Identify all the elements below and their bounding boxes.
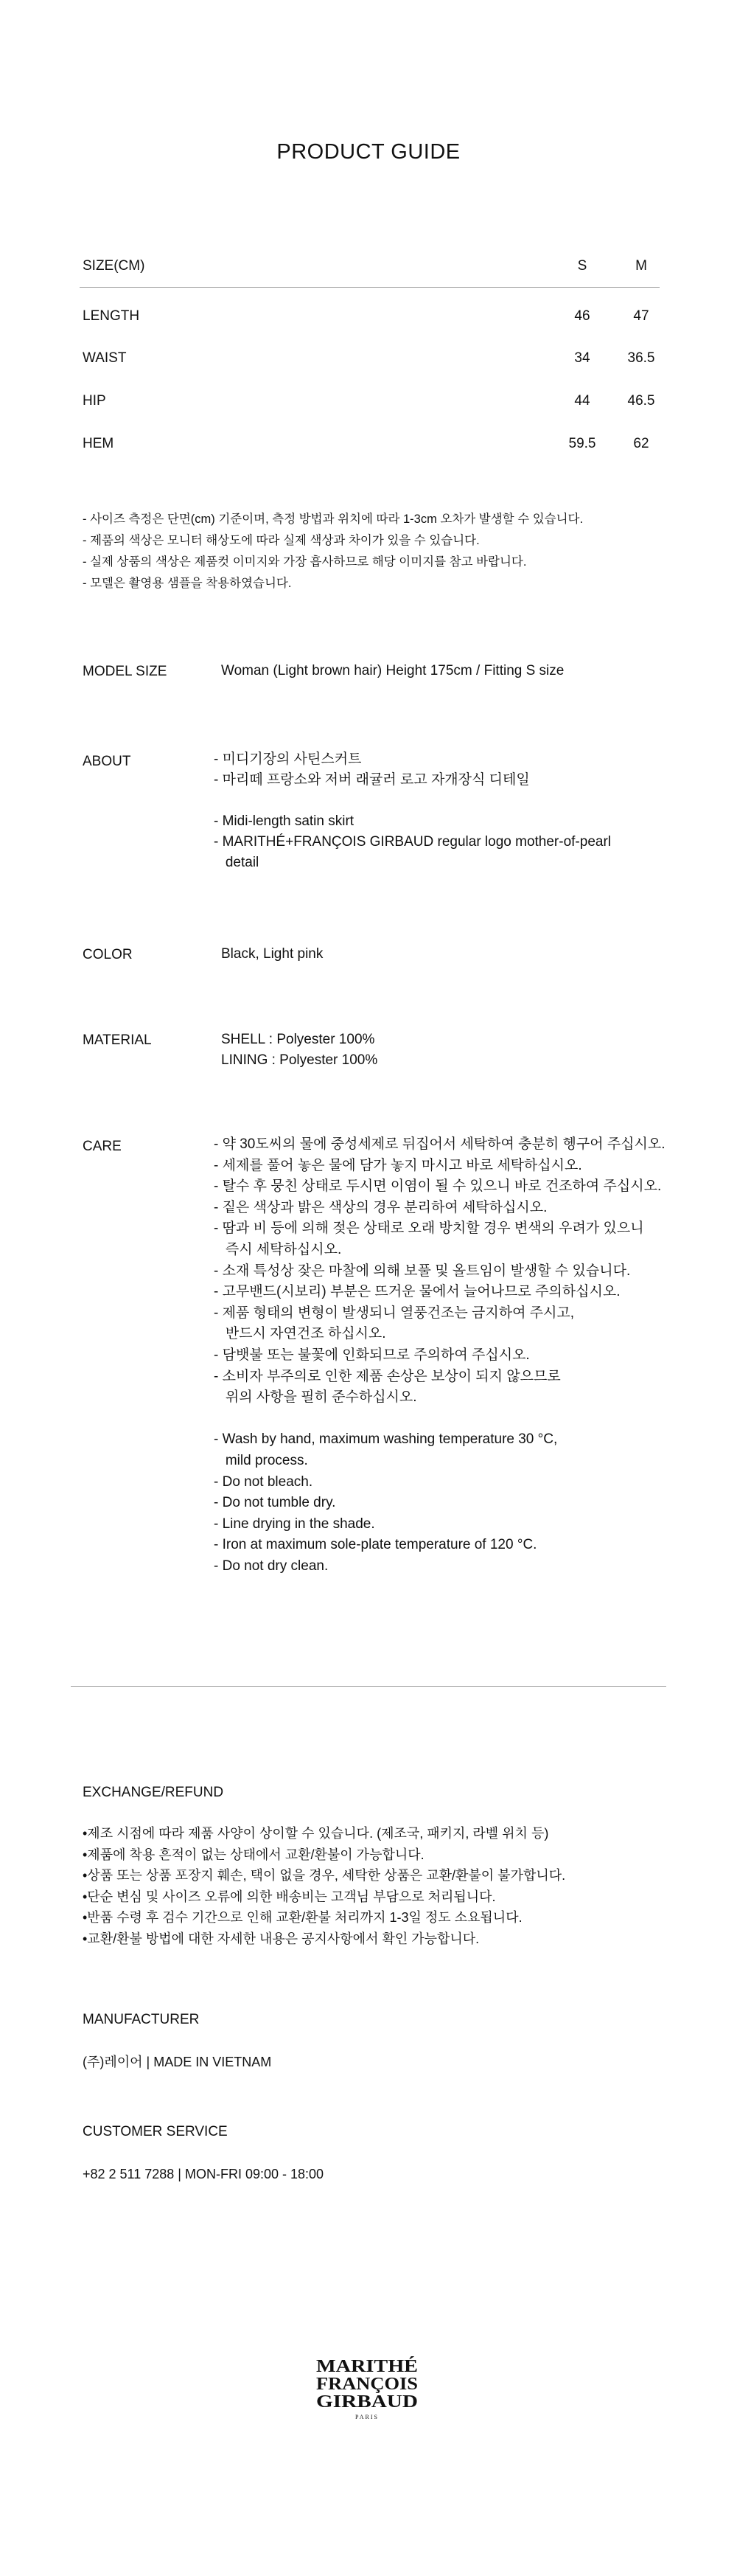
- exchange-text: [83, 1823, 565, 1949]
- care-line: - Line drying in the shade.: [214, 1516, 375, 1532]
- care-line: - 땀과 비 등에 의해 젖은 상태로 오래 방치할 경우 변색의 우려가 있으니: [214, 1221, 644, 1237]
- care-text: [214, 1134, 666, 1577]
- size-row-s: 59.5: [568, 436, 596, 451]
- size-row-m: 36.5: [627, 350, 655, 366]
- exchange-line: •제조 시점에 따라 제품 사양이 상이할 수 있습니다. (제조국, 패키지, 라벨 위치 등): [83, 1826, 549, 1841]
- care-line: [214, 1409, 666, 1430]
- svg-text:FRANÇOIS: FRANÇOIS: [316, 2375, 418, 2394]
- about-line: [214, 791, 611, 811]
- care-line: 즉시 세탁하십시오.: [214, 1241, 342, 1257]
- care-line: 위의 사항을 필히 준수하십시오.: [214, 1389, 417, 1406]
- about-line: - Midi-length satin skirt: [214, 813, 354, 829]
- exchange-line: •반품 수령 후 검수 기간으로 인해 교환/환불 처리까지 1-3일 정도 소요됩니다.: [83, 1910, 523, 1925]
- care-line: - 제품 형태의 변형이 발생되니 열풍건조는 금지하여 주시고,: [214, 1305, 575, 1321]
- care-line: - 짙은 색상과 밝은 색상의 경우 분리하여 세탁하십시오.: [214, 1199, 548, 1215]
- size-row-s: 44: [574, 393, 590, 409]
- care-line: - Do not dry clean.: [214, 1558, 329, 1574]
- color-label: COLOR: [83, 947, 133, 962]
- size-row-m: 47: [633, 308, 649, 324]
- exchange-line: •단순 변심 및 사이즈 오류에 의한 배송비는 고객님 부담으로 처리됩니다.: [83, 1889, 496, 1904]
- care-line: - 소비자 부주의로 인한 제품 손상은 보상이 되지 않으므로: [214, 1368, 561, 1384]
- size-row-label: LENGTH: [83, 308, 140, 324]
- care-line: - 탈수 후 뭉친 상태로 두시면 이염이 될 수 있으니 바로 건조하여 주십시오.: [214, 1178, 662, 1195]
- size-row-s: 46: [574, 308, 590, 324]
- about-line: detail: [214, 855, 259, 870]
- brand-logo: [312, 2354, 422, 2425]
- exchange-title: EXCHANGE/REFUND: [83, 1785, 224, 1800]
- care-line: - Do not bleach.: [214, 1473, 313, 1490]
- size-row-label: HIP: [83, 393, 106, 409]
- manufacturer-title: MANUFACTURER: [83, 2012, 200, 2027]
- care-line: - Do not tumble dry.: [214, 1495, 336, 1511]
- care-line: - Iron at maximum sole-plate temperature of 120 °C.: [214, 1537, 537, 1553]
- material-value: [221, 1030, 377, 1071]
- model-size-label: MODEL SIZE: [83, 664, 167, 679]
- section-divider: [71, 1686, 666, 1687]
- size-row-label: HEM: [83, 436, 114, 451]
- size-notes: [83, 509, 583, 594]
- customer-service-value: +82 2 511 7288 | MON-FRI 09:00 - 18:00: [83, 2167, 324, 2181]
- care-line: - 담뱃불 또는 불꽃에 인화되므로 주의하여 주십시오.: [214, 1347, 530, 1363]
- material-line: LINING : Polyester 100%: [221, 1052, 378, 1068]
- care-line: - 약 30도씨의 물에 중성세제로 뒤집어서 세탁하여 충분히 헹구어 주십시오.: [214, 1136, 666, 1152]
- svg-text:MARITHÉ: MARITHÉ: [316, 2357, 418, 2376]
- svg-text:GIRBAUD: GIRBAUD: [316, 2392, 418, 2412]
- about-line: - 미디기장의 사틴스커트: [214, 751, 362, 767]
- exchange-line: •교환/환불 방법에 대한 자세한 내용은 공지사항에서 확인 가능합니다.: [83, 1931, 480, 1946]
- care-label: CARE: [83, 1139, 122, 1154]
- manufacturer-value: (주)레이어 | MADE IN VIETNAM: [83, 2055, 272, 2069]
- care-line: - 소재 특성상 잦은 마찰에 의해 보풀 및 올트임이 발생할 수 있습니다.: [214, 1263, 631, 1279]
- material-line: SHELL : Polyester 100%: [221, 1032, 375, 1047]
- care-line: - 고무밴드(시보리) 부분은 뜨거운 물에서 늘어나므로 주의하십시오.: [214, 1284, 621, 1300]
- about-line: - 마리떼 프랑소와 저버 래귤러 로고 자개장식 디테일: [214, 772, 530, 788]
- exchange-line: •제품에 착용 흔적이 없는 상태에서 교환/환불이 가능합니다.: [83, 1847, 425, 1862]
- size-row-label: WAIST: [83, 350, 127, 366]
- about-line: - MARITHÉ+FRANÇOIS GIRBAUD regular logo mother-of-pearl: [214, 834, 612, 850]
- note-line: - 제품의 색상은 모니터 해상도에 따라 실제 색상과 차이가 있을 수 있습니다.: [83, 534, 480, 547]
- note-line: - 사이즈 측정은 단면(cm) 기준이며, 측정 방법과 위치에 따라 1-3cm 오차가 발생할 수 있습니다.: [83, 513, 584, 526]
- material-label: MATERIAL: [83, 1032, 152, 1048]
- note-line: - 실제 상품의 색상은 제품컷 이미지와 가장 흡사하므로 해당 이미지를 참고 바랍니다.: [83, 555, 527, 569]
- about-label: ABOUT: [83, 754, 131, 769]
- model-size-value: Woman (Light brown hair) Height 175cm / Fitting S size: [221, 663, 565, 678]
- size-row-s: 34: [574, 350, 590, 366]
- care-line: mild process.: [214, 1452, 308, 1468]
- care-line: 반드시 자연건조 하십시오.: [214, 1326, 386, 1342]
- size-table-header-s: S: [577, 258, 587, 274]
- about-text: [214, 749, 611, 873]
- note-line: - 모델은 촬영용 샘플을 착용하였습니다.: [83, 577, 292, 590]
- size-table-header-m: M: [635, 258, 647, 274]
- exchange-line: •상품 또는 상품 포장지 훼손, 택이 없을 경우, 세탁한 상품은 교환/환불이 불가합니다.: [83, 1868, 566, 1883]
- care-line: - Wash by hand, maximum washing temperature 30 °C,: [214, 1431, 558, 1448]
- size-table-header-label: SIZE(CM): [83, 258, 145, 274]
- customer-service-title: CUSTOMER SERVICE: [83, 2124, 228, 2139]
- size-table-divider: [80, 287, 660, 288]
- color-value: Black, Light pink: [221, 946, 324, 962]
- care-line: - 세제를 풀어 놓은 물에 담가 놓지 마시고 바로 세탁하십시오.: [214, 1157, 582, 1173]
- page-title: PRODUCT GUIDE: [276, 140, 461, 164]
- size-row-m: 62: [633, 436, 649, 451]
- size-row-m: 46.5: [627, 393, 655, 409]
- svg-text:PARIS: PARIS: [355, 2414, 379, 2420]
